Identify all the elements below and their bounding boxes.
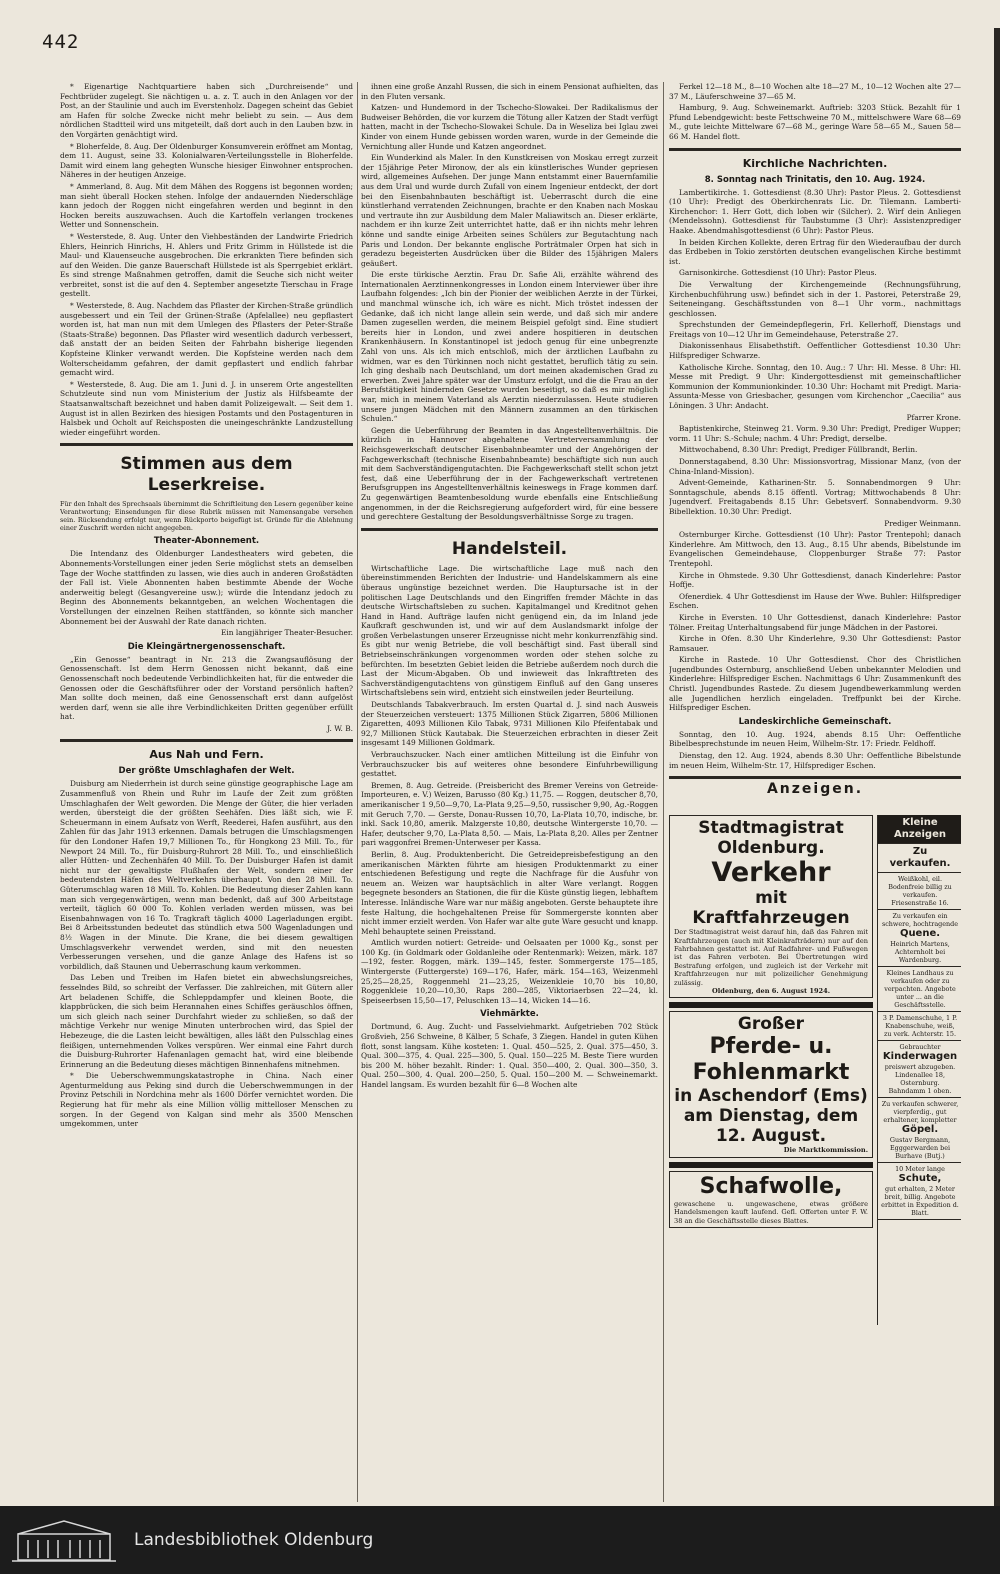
article: * Westerstede, 8. Aug. Unter den Viehbeständen der Landwirte Friedrich Ehlers, Heinrich Hinrichs, H. Ahlers und Fritz Grimm in Hüllstede ist die Maul- und Klauenseuche ausgebrochen. Die erkrankten Tiere befinden sich auf den Weiden. Die ganze Bauerschaft Hüllstede ist als Sperrgebiet erklärt. Es sind strenge Maßnahmen getroffen, damit die Seuche sich nicht weiter verbreitet, sonst ist die auf den 4. September angesetzte Tierschau in Frage gestellt. [60, 231, 353, 299]
classified-text: Zu verkaufen schwerer, vierpferdig., gut erhaltener, kompletter [881, 1100, 959, 1125]
ad-date: Oldenburg, den 6. August 1924. [711, 987, 831, 996]
church-notice: Dienstag, den 12. Aug. 1924, abends 8.30 Uhr: Oeffentliche Bibelstunde im neuen Heim, Wilhelm-Str. 17, Hilfsprediger Eschen. [669, 751, 961, 770]
article: „Ein Genosse“ beantragt in Nr. 213 die Zwangsauflösung der Genossenschaft. Ist dem Herrn Genossen nicht bekannt, daß eine Genossenschaft noch bedeutende Verbindlichkeiten hat, für die entweder die Genossen oder die Geschäftsführer oder der Vorstand persönlich haften? Man sollte doch meinen, daß eine Genossenschaft erst dann aufgelöst werden darf, wenn sie alle ihre Verbindlichkeiten Dritten gegenüber erfüllt hat. [60, 654, 353, 722]
article: Dortmund, 6. Aug. Zucht- und Fasselviehmarkt. Aufgetrieben 702 Stück Großvieh, 256 Schweine, 8 Kälber, 5 Schafe, 3 Ziegen. Handel in guten Kühen flott, sonst langsam. Kühe kosteten: 1. Qual. 450—525, 2. Qual. 375—450, 3. Qual. 300—375, 4. Qual. 225—300, 5. Qual. 150—225 M. Beste Tiere wurden bis 200 M. höher bezahlt. Rinder: 1. Qual. 350—400, 2. Qual. 300—350, 3. Qual. 250—300, 4. Qual. 200—250, 5. Qual. 150—200 M. — Schweinemarkt. Handel langsam. Es wurden bezahlt für 6—8 Wochen alte [361, 1022, 658, 1089]
classifieds-heading-text: Kleine Anzeigen [894, 817, 946, 841]
signature: Prediger Weinmann. [884, 518, 961, 528]
article: Die Intendanz des Oldenburger Landestheaters wird gebeten, die Abonnements-Vorstellungen einer jeden Serie möglichst stets an demselben Tage der Woche stattfinden zu lassen, wie dies auch in anderen Großstädten der Fall ist. Viele Abonnenten haben bestimmte Abende der Woche anderweitig belegt (Gesangvereine usw.); würde die Intendanz jedoch zu Beginn des Abonnements bekanntgeben, an welchen Wochentagen die Vorstellungen der einzelnen Reihen stattfänden, so könnte sich mancher Abonnement bei der Auswahl der Rate danach richten. [60, 549, 353, 626]
library-building-icon [4, 1518, 124, 1564]
article: * Westerstede, 8. Aug. Die am 1. Juni d. J. in unserem Orte angestellten Schutzleute sind nun vom Ministerium der Justiz als Hilfsbeamte der Staatsanwaltschaft bezeichnet und haben damit Polizeigewalt. — Seit dem 1. August ist in allen Bezirken des hiesigen Postamts und den Postagenturen in Halsbek und Ocholt auf Reichsposten die uneingeschränkte Landzustellung wieder eingeführt worden. [60, 379, 353, 437]
article: Verbrauchszucker. Nach einer amtlichen Mitteilung ist die Einfuhr von Verbrauchszucker bis auf weiteres ohne besondere Einfuhrbewilligung gestattet. [361, 750, 658, 779]
ads-section [669, 781, 961, 1325]
church-notice: Ofenerdiek. 4 Uhr Gottesdienst im Hause der Wwe. Buhler: Hilfsprediger Eschen. [669, 591, 961, 611]
ad-wool [669, 1171, 873, 1228]
classified-ad [878, 910, 961, 967]
church-notice: Osternburger Kirche. Gottesdienst (10 Uhr): Pastor Trentepohl; danach Kinderlehre. Am Mittwoch, den 13. Aug., 8.15 Uhr abends, Bibelstunde im Evangelischen Gemeindehause, Cloppenburger Straße 77: Pastor Trentepohl. [669, 530, 961, 568]
signature: Pfarrer Krone. [906, 412, 961, 422]
divider [669, 1002, 873, 1008]
article: Bremen, 8. Aug. Getreide. (Preisbericht des Bremer Vereins von Getreide-Importeuren, e. V.) Weizen, Barusso (80 Kg.) 11,75. — Roggen, deutscher 8,70, amerikanischer 1 9,50—9,70, La-Plata 9,25—9,50, russischer 9,90, Ag.-Roggen mit Geruch 7,70. — Gerste, Donau-Russen 10,70, La-Plata 10,70, indische, br. inkl. Sack 10,80, amerik. Malzgerste 10,80, deutsche Wintergerste 10,70. — Hafer, deutscher 9,70, La-Plata 8,50. — Mais, La-Plata 8,20. Alles per Zentner pari waggonfrei Bremen-Unterweser per Kassa. [361, 780, 658, 848]
church-notice: Garnisonkirche. Gottesdienst (10 Uhr): Pastor Pleus. [679, 268, 877, 278]
signature: J. W. B. [327, 723, 353, 733]
ad-traffic [669, 815, 873, 998]
divider [60, 739, 353, 742]
classifieds-subheading [878, 844, 961, 873]
church-notice: Kirche in Ofen. 8.30 Uhr Kinderlehre, 9.30 Uhr Gottesdienst: Pastor Ramsauer. [669, 634, 961, 653]
classified-title: Schute, [898, 1173, 942, 1185]
article-heading: Der größte Umschlaghafen der Welt. [118, 766, 295, 777]
article: * Ammerland, 8. Aug. Mit dem Mähen des Roggens ist begonnen worden; man sieht überall Hocken stehen. Infolge der andauernden Niederschläge kann jedoch der Roggen nicht eingefahren werden und beginnt in den Hocken bereits auszuwachsen. Auch die Kartoffeln verlangen trockenes Wetter und Sonnenschein. [60, 181, 353, 230]
column-3 [669, 82, 961, 1500]
article-heading: Die Kleingärtnergenossenschaft. [127, 641, 286, 652]
divider [669, 148, 961, 151]
church-notice: Diakonissenhaus Elisabethstift. Oeffentlicher Gottesdienst 10.30 Uhr: Hilfsprediger Schwarze. [669, 341, 961, 361]
classified-ad: Kleines Landhaus zu verkaufen oder zu verpachten. Angebote unter ... an die Geschäftsstelle. [878, 967, 961, 1012]
article: Gegen die Ueberführung der Beamten in das Angestelltenverhältnis. Die kürzlich in Hannover abgehaltene Vertreterversammlung der Reichsgewerkschaft deutscher Eisenbahnbeamter und der Angehörigen der Fachgewerkschaft (technische Eisenbahnbeamte) beschäftigte sich nun auch mit dem Sachverständigengutachten. Die Fachgewerkschaft stellt schon jetzt fest, daß eine Ueberführung der in der Fachgewerkschaft vertretenen Berufsgruppen ins Angestelltenverhältnis keineswegs in Frage kommen darf. Zu gegenwärtigen Beamtenbesoldung wurde ebenfalls eine Entschließung angenommen, in der die Reichsregierung aufgefordert wird, für eine bessere und gerechtere Gestaltung der Besoldungsverhältnisse Sorge zu tragen. [361, 425, 658, 522]
ad-title: Verkehr [711, 857, 831, 889]
article: Amtlich wurden notiert: Getreide- und Oelsaaten per 1000 Kg., sonst per 100 Kg. (in Goldmark oder Goldanleihe oder Rentenmark): Weizen, märk. 187—192, fester. Roggen, märk. 139—145, fester. Sommergerste 175—185, Wintergerste (Futtergerste) 169—176, Hafer, märk. 154—163, Weizenmehl 25,25—28,25, Roggenmehl 21—23,25, Weizenkleie 10,70 bis 10,80, Roggenkleie 10,20—10,30, Raps 280—285, Viktoriaerbsen 22—24, kl. Speiseerbsen 15,50—17, Peluschken 13—14, Wicken 14—16. [361, 938, 658, 1005]
library-footer [0, 1506, 1000, 1574]
ad-text: gewaschene u. ungewaschene, etwas größere Handelsmengen kauft laufend. Gefl. Offerten unter F. W. 38 an die Geschäftsstelle dieses Blattes. [674, 1199, 868, 1225]
church-notice: Die Verwaltung der Kirchengemeinde (Rechnungsführung, Kirchenbuchführung usw.) befindet sich in der 1. Pastorei, Peterstraße 29, Seiteneingang. Geschäftsstunden von 8—1 Uhr vorm., nachmittags geschlossen. [669, 279, 961, 318]
ad-signature: Die Marktkommission. [783, 1146, 868, 1155]
display-ads [669, 815, 873, 1315]
classified-title: Göpel. [901, 1124, 939, 1136]
divider [60, 443, 353, 446]
classified-text: 10 Meter lange [895, 1165, 945, 1174]
classified-text: preiswert abzugeben. Lindenallee 18, Osternburg. Bahndamm 1 oben. [884, 1063, 956, 1096]
section-heading: Kirchliche Nachrichten. [742, 156, 888, 170]
article: Die erste türkische Aerztin. Frau Dr. Safie Ali, erzählte während des Internationalen Aerztinnenkongresses in London einem Interviewer über ihre Laufbahn folgendes: „Ich bin der Pionier der weiblichen Aerzte in der Türkei, und manchmal wünsche ich, ich wäre es nicht. Mich tröstet indessen der Gedanke, daß ich nicht lange allein sein werde, und daß sich mir andere Damen zugesellen werden, die meinem Beispiel gefolgt sind. Eine studiert bereits hier in London, und zwei andere hospitieren in deutschen Krankenhäusern. In Konstantinopel ist jedoch genug für eine unbegrenzte Zahl von uns. Als ich mich entschloß, mich der ärztlichen Laufbahn zu widmen, war es den Türkinnen noch nicht gestattet, beruflich tätig zu sein. Ich ging deshalb nach Deutschland, um dort meinen akademischen Grad zu erwerben. Zwei Jahre später war der Umsturz erfolgt, und die die Frau an der Berufstätigkeit hindernden Gesetze wurden beseitigt, so daß es mir möglich war, mich in meinem Vaterland als Aerztin niederzulassen. Heute studieren unsere jungen Mädchen mit den Männern zusammen an den türkischen Schulen.“ [361, 270, 658, 424]
church-notice: Kirche in Ohmstede. 9.30 Uhr Gottesdienst, danach Kinderlehre: Pastor Hoffje. [669, 570, 961, 590]
section-heading: Aus Nah und Fern. [149, 748, 264, 762]
article: Das Leben und Treiben im Hafen bietet ein abwechslungsreiches, fesselndes Bild, so schreibt der Verfasser. Die zahlreichen, mit Gütern aller Art beladenen Schiffe, die Schleppdampfer und kleinen Boote, die klappbrücken, die sich beim Herannahen eines Schiffes geräuschlos öffnen, um sich gleich nach seiner Durchfahrt wieder zu schließen, so daß der mächtige Verkehr nur wenige Minuten unterbrochen wird, das Spiel der Hebezeuge, die die Lasten leicht bewältigen, alles läßt den Pulsschlag eines fleißigen, unternehmenden Volkes verspüren. Wer einmal eine Fahrt durch die Duisburg-Ruhrorter Hafenanlagen gemacht hat, wird eine bleibende Erinnerung an die Bedeutung dieses mächtigen Binnenhafens mitnehmen. [60, 973, 353, 1069]
ad-pretitle: Großer [737, 1014, 805, 1035]
classified-ad: Weißkohl, eil. Bodenfreie billig zu verkaufen. Friesenstraße 16. [878, 873, 961, 910]
classifieds-subheading-text: Zu verkaufen. [889, 846, 951, 870]
classified-text: Heinrich Martens, Achternholt bei Wardenburg. [890, 940, 950, 965]
article-heading: Landeskirchliche Gemeinschaft. [738, 716, 892, 727]
article: Katzen- und Hundemord in der Tschecho-Slowakei. Der Radikalismus der Budweiser Behörden, die vor kurzem die Tötung aller Katzen der Stadt verfügt hatten, macht in der Tschecho-Slowakei Schule. Da in Weseliza bei Iglau zwei Kinder von einem Hunde gebissen worden waren, wurde in der Gemeinde die Vernichtung aller Hunde und Katzen angeordnet. [361, 103, 658, 151]
church-notice: Advent-Gemeinde, Katharinen-Str. 5. Sonnabendmorgen 9 Uhr: Sonntagschule, abends 8.15 öffentl. Vortrag; Mittwochabends 8 Uhr: Jugendverf. Freitagabends 8.15 Uhr: Gebetsverf. Sonnabendvorm. 9.30 Bibellektion. 10.30 Uhr: Predigt. [669, 478, 961, 516]
column-rule [663, 82, 664, 1502]
classified-ad [878, 1041, 961, 1098]
classified-ad [878, 1163, 961, 1220]
church-notice: Kirche in Rastede. 10 Uhr Gottesdienst. Chor des Christlichen Jugendbundes Osternburg, anschließend Ueben unbekannter Melodien und Kinderlehre: Hilfsprediger Eschen. Nachmittags 6 Uhr: Zusammenkunft des Christl. Jugendbundes Rastede. Zu diesem Jugendbewerkammlung werden alle Jugendlichen herzlich eingeladen. Treffpunkt bei der Kirche. Hilfsprediger Eschen. [669, 655, 961, 713]
ad-date: am Dienstag, dem 12. August. [683, 1106, 859, 1147]
classified-title: Kinderwagen [882, 1051, 958, 1063]
classified-text: Zu verkaufen ein schwere, hochtragende [881, 912, 959, 929]
article: Duisburg am Niederrhein ist durch seine günstige geographische Lage am Zusammenfluß von Rhein und Ruhr im Laufe der Zeit zum größten Umschlaghafen der Welt geworden. Die Menge der Güter, die hier verladen werden, übersteigt die der größten Seehäfen. Dies läßt sich, wie F. Scheuermann in einem Aufsatz von Werft, Reederei, Hafen ausführt, aus den Zahlen für das Jahr 1913 erkennen. Damals betrugen die Umschlagsmengen für den Londoner Hafen 19,7 Millionen To., für Hongkong 23 Mill. To., für Newport 24 Mill. To., für Duisburg-Ruhrort 28 Mill. To., und einschließlich aller Hütten- und Zechenhäfen 40 Mill. To. Der Duisburger Hafen ist damit nicht nur der gewaltigste Flußhafen der Welt, sondern einer der bedeutendsten Häfen des Weltverkehrs überhaupt. Von den 28 Mill. To. Güterumschlag waren 18 Mill. To. Kohlen. Die Bedeutung dieser Zahlen kann man sich vergegenwärtigen, wenn man bedenkt, daß auf 300 Arbeitstage verteilt, täglich 60 000 To. Kohlen verladen werden müssen, was bei Eisenbahnwagen von 16 To. Tragkraft täglich 4000 Lagerladungen ergibt. Bei 8 Arbeitsstunden bedeutet das stündlich etwa 500 Wagenladungen und 8½ Wagen in der Minute. Die Krane, die bei diesem gewaltigen Umschlagsverkehr verwendet werden, sind mit den neuesten Verbesserungen versehen, und die ganze Anlage des Hafens ist so vorbildlich, daß Staunen und Ueberraschung kaum verkommen. [60, 779, 353, 971]
article: * Eigenartige Nachtquartiere haben sich „Durchreisende“ und Fechtbrüder zugelegt. Sie nächtigen u. a. z. T. auch in den Anlagen vor der Post, an der Staulinie und auch im Everstenholz. Dagegen scheint das Gebiet am Hafen für solche Zwecke nicht mehr beliebt zu sein. — Aus dem nördlichen Stadtteil wird uns mitgeteilt, daß dort auch in den Lauben bzw. in den Vorgärten genächtigt wird. [60, 82, 353, 139]
article: * Westerstede, 8. Aug. Nachdem das Pflaster der Kirchen-Straße gründlich ausgebessert und ein Teil der Grünen-Straße (Apfelallee) neu gepflastert worden ist, hat man nun mit dem Umlegen des Pflasters der Peter-Straße (Staats-Straße) begonnen. Das Pflaster wird wesentlich dadurch verbessert, daß anstatt der an beiden Seiten der Fahrbahn bisherige liegenden Kopfsteine Klinker verwandt werden. Die Kopfsteine werden nach dem Wolterscheidamm gefahren, der damit gepflastert und endlich fahrbar gemacht wird. [60, 301, 353, 378]
article: ihnen eine große Anzahl Russen, die sich in einem Pensionat aufhielten, das in den Fluten versank. [361, 82, 658, 101]
classified-text: Gebrauchter [899, 1043, 941, 1052]
library-name: Landesbibliothek Oldenburg [134, 1530, 374, 1550]
classified-title: Quene. [899, 928, 941, 940]
classified-ads [877, 815, 961, 1325]
church-notice: Mittwochabend, 8.30 Uhr: Predigt, Prediger Füllbrandt, Berlin. [679, 445, 918, 455]
church-notice: Kirche in Eversten. 10 Uhr Gottesdienst, danach Kinderlehre: Pastor Tölner. Freitag Unterhaltungsabend für junge Mädchen in der Pastorei. [669, 612, 961, 632]
classified-ad [878, 1098, 961, 1163]
church-notice: Donnerstagabend, 8.30 Uhr: Missionsvortrag, Missionar Manz, (von der China-Inland-Mission). [669, 457, 961, 476]
classified-text: gut erhalten, 2 Meter breit, billig. Angebote erbittet in Expedition d. Blatt. [881, 1185, 959, 1218]
article: Berlin, 8. Aug. Produktenbericht. Die Getreidepreisbefestigung an den amerikanischen Märkten führte am hiesigen Produktenmarkt zu einer entschiedenen Befestigung und regte die Nachfrage für die Ausfuhr von neuem an. Weizen war hauptsächlich in alter Ware verlangt. Roggen begegnete besonders an Stationen, die für die Küste günstig liegen, lebhaftem Interesse. Inländische Ware war nur mäßig angeboten. Gerste behauptete ihre feste Haltung, die hochgehaltenen Preise für Sommergerste konnten aber nicht immer erzielt werden. Von Hafer war alte gute Ware gesucht und knapp. Mehl behauptete seinen Preisstand. [361, 849, 658, 936]
section-heading: Stimmen aus dem Leserkreise. [120, 454, 293, 496]
page-edge [994, 28, 1000, 1508]
church-notice: Lambertikirche. 1. Gottesdienst (8.30 Uhr): Pastor Pleus. 2. Gottesdienst (10 Uhr): Predigt des Oberkirchenrats Lic. Dr. Tilemann. Lamberti-Kirchenchor: 1. Herr Gott, dich loben wir (Silcher). 2. Wirf dein Anliegen (Mendelssohn). Gottesdienst für Taubstumme (3 Uhr): Assistenzprediger Haake. Abendmahlsgottesdienst (6 Uhr): Pastor Pleus. [669, 187, 961, 235]
column-2 [361, 82, 658, 1500]
church-notice: Sprechstunden der Gemeindepflegerin, Frl. Kellerhoff, Dienstags und Freitags von 10—12 Uhr im Gemeindehause, Peterstraße 27. [669, 320, 961, 339]
article: Hamburg, 9. Aug. Schweinemarkt. Auftrieb: 3203 Stück. Bezahlt für 1 Pfund Lebendgewicht: beste Fettschweine 70 M., mittelschwere Ware 68—69 M., gute leichte Mittelware 67—68 M., geringe Ware 58—65 M., Sauen 58—66 M. Handel flott. [669, 103, 961, 141]
ad-title: mit Kraftfahrzeugen [692, 888, 850, 929]
church-notice: Sonntag, den 10. Aug. 1924, abends 8.15 Uhr: Oeffentliche Bibelbesprechstunde im neuen Heim, Wilhelm-Str. 17: Friedr. Feldhoff. [669, 729, 961, 749]
divider [669, 776, 961, 779]
article: * Die Ueberschwemmungskatastrophe in China. Nach einer Agenturmeldung aus Peking sind durch die Ueberschwemmungen in der Provinz Petschili in Nordchina mehr als 1600 Dörfer vernichtet worden. Die Regierung hat für mehr als eine Million völlig mittelloser Menschen zu sorgen. In der Gegend von Kalgan sind mehr als 3500 Menschen umgekommen, unter [60, 1071, 353, 1129]
ads-heading: Anzeigen. [766, 781, 864, 798]
church-notice: Katholische Kirche. Sonntag, den 10. Aug.: 7 Uhr: Hl. Messe. 8 Uhr: Hl. Messe mit Predigt. 9 Uhr: Kindergottesdienst mit gemeinschaftlicher Kommunion der Kommunionkinder. 10.30 Uhr: Hochamt mit Predigt. Maria-Assunta-Messe von Griesbacher, gesungen vom Kirchenchor „Caecilia“ aus Löningen. 3 Uhr: Andacht. [669, 362, 961, 411]
page-number: 442 [42, 31, 80, 53]
classified-text: Gustav Bergmann, Egggerwarden bei Burhave (Butj.) [889, 1136, 951, 1161]
article: Ferkel 12—18 M., 8—10 Wochen alte 18—27 M., 10—12 Wochen alte 27—37 M., Läuferschweine 37—65 M. [669, 82, 961, 101]
ad-title: Pferde- u. Fohlenmarkt [692, 1034, 850, 1086]
article: Deutschlands Tabakverbrauch. Im ersten Quartal d. J. sind nach Ausweis der Steuerzeichen versteuert: 1375 Millionen Stück Zigarren, 5806 Millionen Zigaretten, 4093 Millionen Kilo Tabak, 9731 Millionen Kilo Pfeifentabak und 92,7 Millionen Stück Kautabak. Die Steuerzeichen erbrachten in dieser Zeit insgesamt 149 Millionen Goldmark. [361, 700, 658, 748]
ad-place: in Aschendorf (Ems) [674, 1086, 868, 1107]
signature: Ein langjähriger Theater-Besucher. [220, 628, 353, 638]
divider [669, 1162, 873, 1168]
church-notice: Baptistenkirche, Steinweg 21. Vorm. 9.30 Uhr: Predigt, Prediger Wupper; vorm. 11 Uhr: S.-Schule; nachm. 4 Uhr: Predigt, derselbe. [669, 424, 961, 443]
article: * Bloherfelde, 8. Aug. Der Oldenburger Konsumverein eröffnet am Montag, dem 11. August, seine 33. Kolonialwaren-Verteilungsstelle in Bloherfelde. Damit wird einem lang gehegten Wunsche hiesiger Einwohner entsprochen. Näheres in der heutigen Anzeige. [60, 141, 353, 180]
section-heading: Handelsteil. [451, 538, 568, 559]
column-rule [357, 82, 358, 1502]
divider [361, 528, 658, 531]
article: Ein Wunderkind als Maler. In den Kunstkreisen von Moskau erregt zurzeit der 15jährige Peter Mironow, der als ein künstlerisches Wunder gepriesen wird, allgemeines Aufsehen. Der junge Mann entstammt einer Bauernfamilie aus dem Ural und wurde durch Zufall von einem Ingenieur entdeckt, der dort bei den Eisenbahnbauten beschäftigt ist. Ueberrascht durch die eine künstlerhand verratenden Zeichnungen, brachte er den Knaben nach Moskau und vertraute ihn zur Ausbildung dem Maler Maliawitsch an. Dieser erklärte, nachdem er ihn kurze Zeit unterrichtet hatte, daß er ihn nichts mehr lehren könne und sandte einige Arbeiten seines Schülers zur Begutachtung nach Paris und London. Der bekannte englische Porträtmaler Orpen hat sich in geradezu begeisterten Ausdrücken über die Bilder des 15jährigen Malers geäußert. [361, 153, 658, 268]
church-notice: In beiden Kirchen Kollekte, deren Ertrag für den Wiederaufbau der durch das Erdbeben in Tokio zerstörten deutschen evangelischen Kirche bestimmt ist. [669, 237, 961, 266]
article: Wirtschaftliche Lage. Die wirtschaftliche Lage muß nach den übereinstimmenden Berichten der Industrie- und Handelskammern als eine überaus ungünstige bezeichnet werden. Die Hauptursache ist in der politischen Lage Deutschlands und den Eingriffen fremder Mächte in das deutsche Wirtschaftsleben zu suchen. Kapitalmangel und Kreditnot gehen Hand in Hand. Aufträge laufen nicht genügend ein, da im Inland jede Kaufkraft geschwunden ist, und wir auf dem Auslandsmarkt infolge der großen Verbelastungen unserer Erzeugnisse nicht mehr konkurrenzfähig sind. Es gibt nur wenig Betriebe, die voll beschäftigt sind. Fast überall sind Betriebseinschränkungen vorgenommen worden oder stehen solche zu befürchten. Im besetzten Gebiet leiden die Betriebe außerdem noch durch die Last der Micum-Abgaben. Ob und inwieweit das Inkrafttreten des Sachverständigengutachtens von günstigem Einfluß auf den Gang unseres Wirtschaftslebens sein wird, entzieht sich einstweilen jeder Beurteilung. [361, 563, 658, 698]
ad-horse-market [669, 1011, 873, 1157]
classifieds-heading [878, 815, 961, 844]
column-1 [60, 82, 353, 1500]
ad-issuer: Stadtmagistrat Oldenburg. [698, 818, 844, 859]
article-heading: Viehmärkte. [480, 1009, 539, 1020]
section-subheading: 8. Sonntag nach Trinitatis, den 10. Aug. 1924. [704, 174, 926, 185]
article-heading: Theater-Abonnement. [153, 536, 260, 547]
ad-text: Der Stadtmagistrat weist darauf hin, daß das Fahren mit Kraftfahrzeugen (auch mit Kleinkrafträdern) nur auf den Fahrbahnen gestattet ist. Auf Radfahrer- und Fußwegen ist das Fahren verboten. Bei Übertretungen wird Bestrafung erfolgen, und zugleich ist der Verkehr mit Kraftfahrzeugen nur mit polizeilicher Genehmigung zulässig. [674, 928, 868, 987]
classified-ad: 3 P. Damenschuhe, 1 P. Knabenschuhe, weiß, zu verk. Achterstr. 15. [878, 1012, 961, 1041]
section-note: Für den Inhalt des Sprechsaals übernimmt die Schriftleitung den Lesern gegenüber keine Verantwortung; Einsendungen für diese Rubrik müssen mit Namensangabe versehen sein. Rücksendung erfolgt nur, wenn Rückporto beigefügt ist. Gründe für die Ablehnung einer Zuschrift werden nicht angegeben. [60, 500, 353, 533]
ad-title: Schafwolle, [699, 1173, 843, 1199]
